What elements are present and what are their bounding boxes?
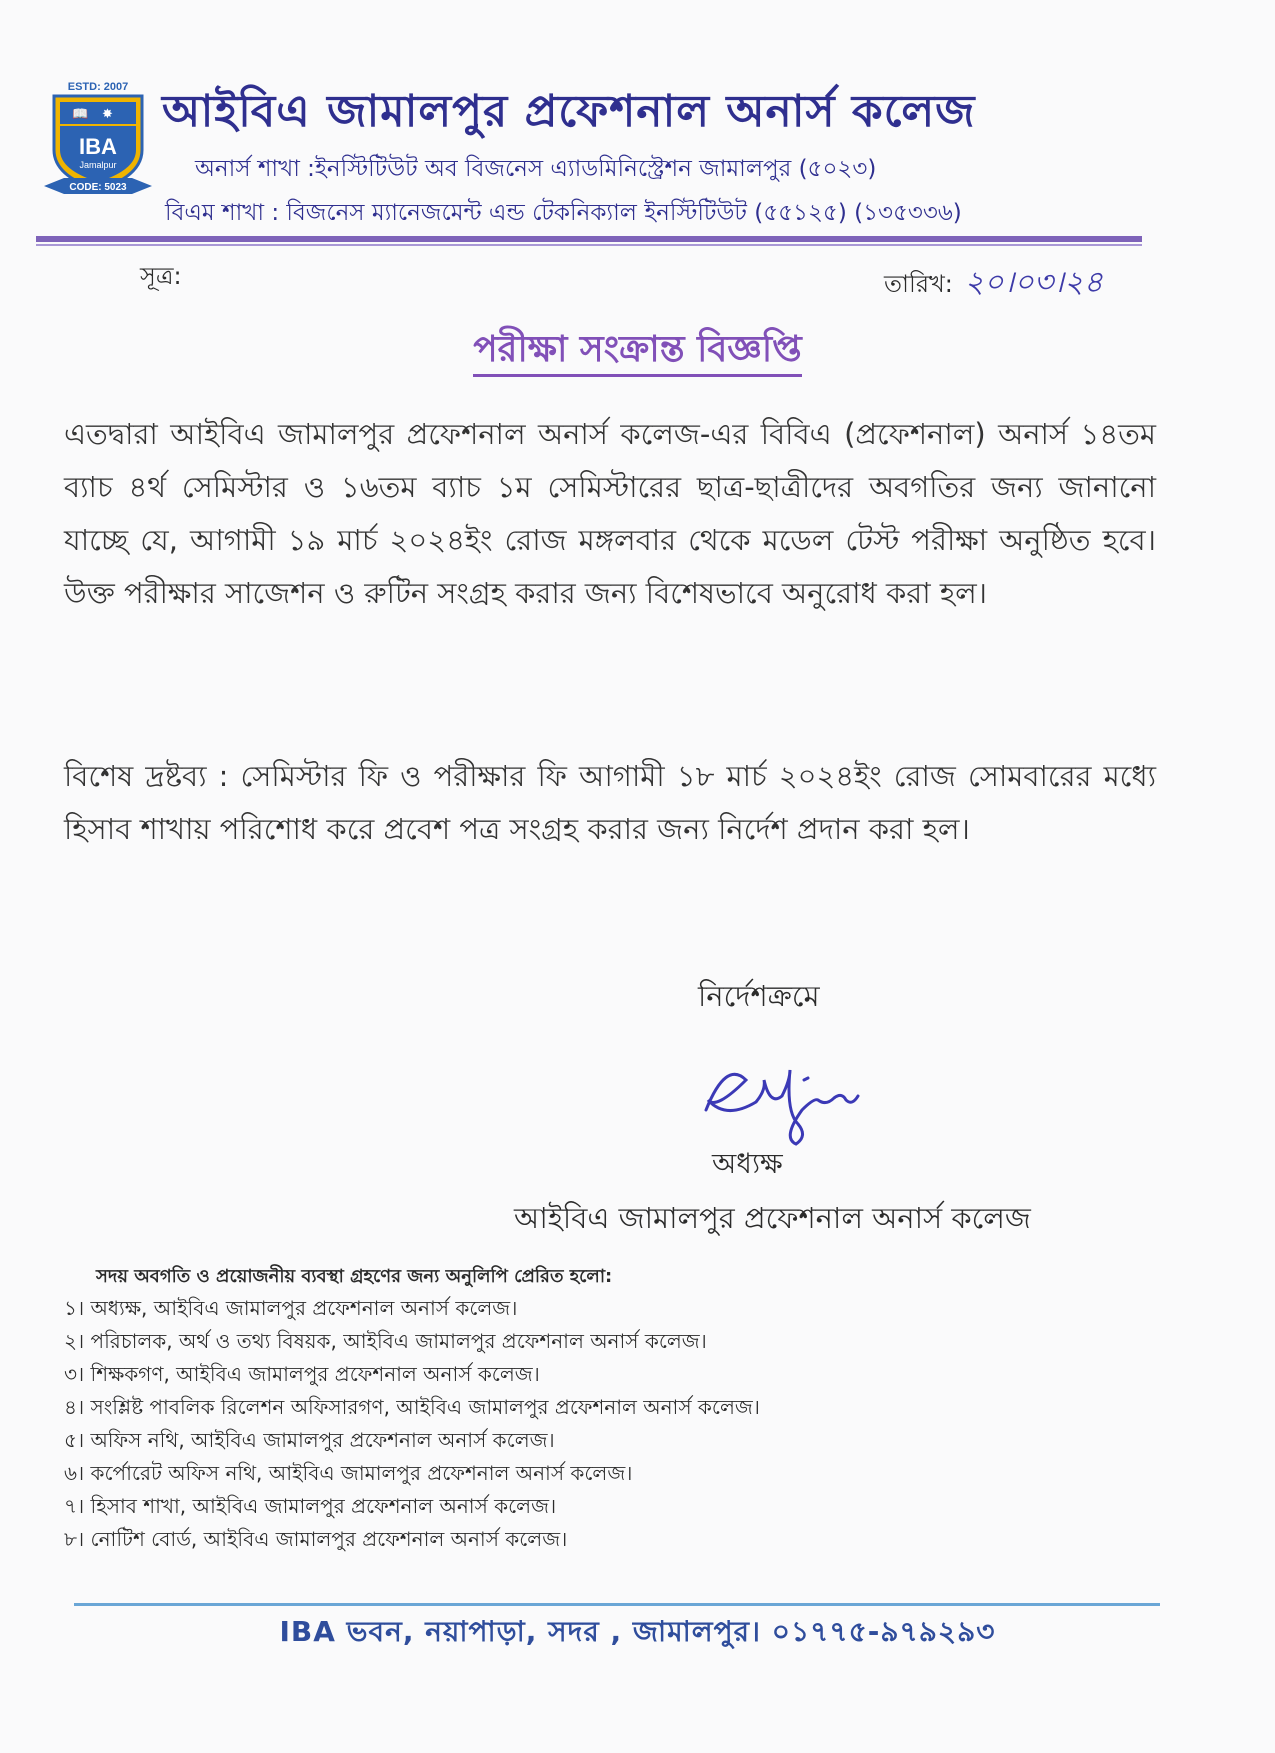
footer-address: IBA ভবন, নয়াপাড়া, সদর , জামালপুর। ০১৭৭৫-৯৭৯২৯৩ (279, 1615, 996, 1648)
date-value: ২০।০৩।২৪ (964, 265, 1103, 300)
copy-item: ৬। কর্পোরেট অফিস নথি, আইবিএ জামালপুর প্রফেশনাল অনার্স কলেজ। (64, 1461, 633, 1485)
date-line (884, 258, 1103, 309)
signature (686, 1040, 886, 1150)
college-name: আইবিএ জামালপুর প্রফেশনাল অনার্স কলেজ (162, 86, 976, 137)
svg-text:📖: 📖 (72, 107, 89, 122)
copy-item: ৪। সংশ্লিষ্ট পাবলিক রিলেশন অফিসারগণ, আইবিএ জামালপুর প্রফেশনাল অনার্স কলেজ। (64, 1395, 760, 1419)
copy-item: ৩। শিক্ষকগণ, আইবিএ জামালপুর প্রফেশনাল অনার্স কলেজ। (64, 1362, 540, 1386)
svg-text:ESTD: 2007: ESTD: 2007 (67, 81, 129, 93)
svg-text:Jamalpur: Jamalpur (79, 160, 117, 170)
notice-paragraph-2: বিশেষ দ্রষ্টব্য : সেমিস্টার ফি ও পরীক্ষার ফি আগামী ১৮ মার্চ ২০২৪ইং রোজ সোমবারের মধ্যে হিসাব শাখায় পরিশোধ করে প্রবেশ পত্র সংগ্রহ করার জন্য নির্দেশ প্রদান করা হল। (64, 759, 1156, 846)
signer-organization: আইবিএ জামালপুর প্রফেশনাল অনার্স কলেজ (514, 1201, 1031, 1235)
copy-item: ৫। অফিস নথি, আইবিএ জামালপুর প্রফেশনাল অনার্স কলেজ। (64, 1428, 555, 1452)
copy-item: ৭। হিসাব শাখা, আইবিএ জামালপুর প্রফেশনাল অনার্স কলেজ। (64, 1494, 557, 1518)
copy-item: ১। অধ্যক্ষ, আইবিএ জামালপুর প্রফেশনাল অনার্স কলেজ। (64, 1296, 518, 1320)
reference-label: সূত্র: (140, 262, 182, 290)
by-order-text: নির্দেশক্রমে (698, 979, 820, 1013)
college-logo (44, 78, 152, 210)
svg-text:CODE: 5023: CODE: 5023 (69, 182, 127, 193)
notice-title (0, 322, 1275, 382)
copy-item: ৮। নোটিশ বোর্ড, আইবিএ জামালপুর প্রফেশনাল অনার্স কলেজ। (64, 1527, 568, 1551)
copy-item: ২। পরিচালক, অর্থ ও তথ্য বিষয়ক, আইবিএ জামালপুর প্রফেশনাল অনার্স কলেজ। (64, 1329, 707, 1353)
svg-text:IBA: IBA (79, 134, 117, 159)
header-divider (36, 236, 1142, 242)
notice-paragraph-1: এতদ্বারা আইবিএ জামালপুর প্রফেশনাল অনার্স কলেজ-এর বিবিএ (প্রফেশনাল) অনার্স ১৪তম ব্যাচ ৪র্থ সেমিস্টার ও ১৬তম ব্যাচ ১ম সেমিস্টারের ছাত্র-ছাত্রীদের অবগতির জন্য জানানো যাচ্ছে যে, আগামী ১৯ মার্চ ২০২৪ইং রোজ মঙ্গলবার থেকে মডেল টেস্ট পরীক্ষা অনুষ্ঠিত হবে। উক্ত পরীক্ষার সাজেশন ও রুটিন সংগ্রহ করার জন্য বিশেষভাবে অনুরোধ করা হল। (64, 417, 1156, 610)
copies-list (64, 1292, 760, 1556)
signer-designation: অধ্যক্ষ (712, 1147, 783, 1180)
header-divider-thin (36, 244, 1142, 246)
date-label: তারিখ: (884, 270, 953, 298)
copies-heading: সদয় অবগতি ও প্রয়োজনীয় ব্যবস্থা গ্রহণের জন্য অনুলিপি প্রেরিত হলো: (96, 1266, 613, 1287)
branch-bm: বিএম শাখা : বিজনেস ম্যানেজমেন্ট এন্ড টেকনিক্যাল ইনস্টিটিউট (৫৫১২৫) (১৩৫৩৩৬) (165, 200, 962, 226)
footer-divider (74, 1603, 1160, 1606)
branch-honours: অনার্স শাখা :ইনস্টিটিউট অব বিজনেস এ্যাডমিনিস্ট্রেশন জামালপুর (৫০২৩) (195, 156, 877, 182)
svg-text:✸: ✸ (102, 107, 113, 122)
notice-title-text: পরীক্ষা সংক্রান্ত বিজ্ঞপ্তি (473, 329, 802, 377)
